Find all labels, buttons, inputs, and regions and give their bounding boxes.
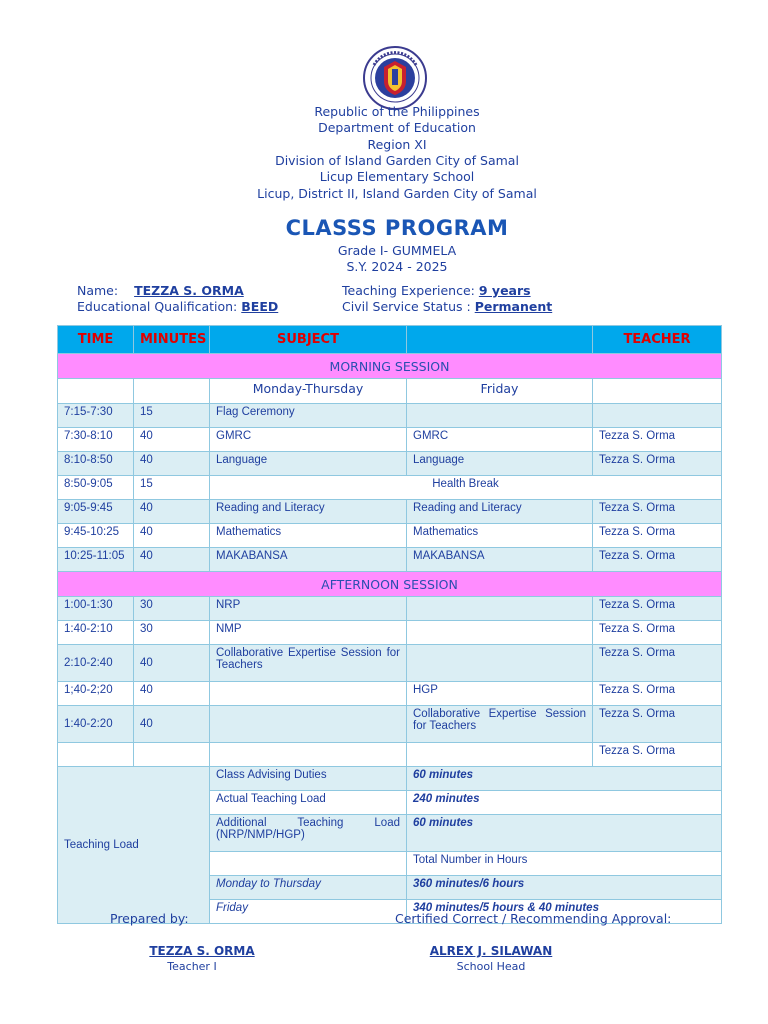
cell-time: [58, 743, 134, 767]
table-row: [58, 706, 722, 743]
grade-section: Grade I- GUMMELA: [337, 243, 457, 258]
cell-minutes: 40: [134, 500, 210, 524]
cell-time: 9:45-10:25: [58, 524, 134, 548]
cell-subject: Flag Ceremony: [210, 404, 407, 428]
afternoon-session-row: [58, 572, 722, 597]
load-key: Monday to Thursday: [210, 876, 407, 900]
cell-subject: Collaborative Expertise Session for Teachers: [210, 645, 407, 682]
cell-time: 1:40-2:20: [58, 706, 134, 743]
prepared-name: TEZZA S. ORMA: [149, 944, 255, 958]
cell-time: 8:50-9:05: [58, 476, 134, 500]
qualification-label: Educational Qualification:: [77, 299, 238, 314]
cell-subject: [210, 682, 407, 706]
cell-teacher: Tezza S. Orma: [593, 524, 722, 548]
cell-subject: Mathematics: [210, 524, 407, 548]
cell-teacher: Tezza S. Orma: [593, 500, 722, 524]
cell-friday: [407, 597, 593, 621]
experience-label: Teaching Experience:: [342, 283, 475, 298]
qualification-value: BEED: [241, 299, 279, 314]
cell-teacher: Tezza S. Orma: [593, 706, 722, 743]
table-row: [58, 682, 722, 706]
afternoon-session-label: AFTERNOON SESSION: [58, 572, 722, 597]
cell-teacher: Tezza S. Orma: [593, 621, 722, 645]
page-title: CLASSS PROGRAM: [285, 216, 509, 240]
cell-friday: [407, 621, 593, 645]
cell-subject: Reading and Literacy: [210, 500, 407, 524]
prepared-by-label: Prepared by:: [110, 911, 189, 926]
load-value: 360 minutes/6 hours: [407, 876, 722, 900]
cell-minutes: [134, 743, 210, 767]
table-row: [58, 597, 722, 621]
load-value: Total Number in Hours: [407, 852, 722, 876]
cell-friday: Reading and Literacy: [407, 500, 593, 524]
cell-subject: [210, 743, 407, 767]
civil-service-row: [342, 299, 552, 314]
cell-minutes: 15: [134, 476, 210, 500]
cell-friday: Mathematics: [407, 524, 593, 548]
civil-service-label: Civil Service Status :: [342, 299, 471, 314]
cell-subject: [210, 706, 407, 743]
civil-service-value: Permanent: [474, 299, 553, 314]
header-line-region: Region XI: [367, 137, 427, 152]
cell-friday: [407, 645, 593, 682]
cell-friday: Language: [407, 452, 593, 476]
cell-minutes: 15: [134, 404, 210, 428]
cell-teacher: Tezza S. Orma: [593, 452, 722, 476]
cell-minutes: 30: [134, 621, 210, 645]
table-row: [58, 428, 722, 452]
school-year: S.Y. 2024 - 2025: [346, 259, 448, 274]
cell-minutes: 40: [134, 428, 210, 452]
approval-role: School Head: [456, 960, 526, 973]
morning-session-label: MORNING SESSION: [58, 354, 722, 379]
cell-time: 1:00-1:30: [58, 597, 134, 621]
cell-teacher: [593, 404, 722, 428]
table-header-row: [58, 326, 722, 354]
approval-name: ALREX J. SILAWAN: [429, 944, 553, 958]
day-header-row: [58, 379, 722, 404]
day-mon-thu: Monday-Thursday: [210, 379, 407, 404]
table-row: [58, 645, 722, 682]
header-line-address: Licup, District II, Island Garden City of Samal: [257, 186, 537, 201]
experience-value: 9 years: [478, 283, 531, 298]
load-key: Additional Teaching Load (NRP/NMP/HGP): [210, 815, 407, 852]
header-line-republic: Republic of the Philippines: [314, 104, 480, 119]
table-row: [58, 524, 722, 548]
class-program-table: [57, 325, 722, 924]
cell-time: 7:30-8:10: [58, 428, 134, 452]
table-row: [58, 500, 722, 524]
approval-label: Certified Correct / Recommending Approval:: [395, 911, 672, 926]
cell-friday: [407, 743, 593, 767]
cell-friday: HGP: [407, 682, 593, 706]
cell-friday: GMRC: [407, 428, 593, 452]
cell-health-break: Health Break: [210, 476, 722, 500]
cell-teacher: Tezza S. Orma: [593, 645, 722, 682]
cell-time: 8:10-8:50: [58, 452, 134, 476]
header-blank: [407, 326, 593, 354]
cell-teacher: Tezza S. Orma: [593, 548, 722, 572]
name-value: TEZZA S. ORMA: [134, 283, 244, 298]
name-label: Name:: [77, 283, 119, 298]
load-value: 60 minutes: [407, 815, 722, 852]
day-blank-time: [58, 379, 134, 404]
name-row: [77, 283, 244, 298]
qualification-row: [77, 299, 278, 314]
cell-minutes: 40: [134, 682, 210, 706]
header-line-division: Division of Island Garden City of Samal: [275, 153, 519, 168]
load-key: Class Advising Duties: [210, 767, 407, 791]
day-blank-minutes: [134, 379, 210, 404]
prepared-role: Teacher I: [167, 960, 217, 973]
load-key: Friday: [210, 900, 407, 924]
cell-minutes: 40: [134, 524, 210, 548]
day-blank-teacher: [593, 379, 722, 404]
cell-minutes: 40: [134, 452, 210, 476]
header-line-school: Licup Elementary School: [319, 169, 475, 184]
cell-friday: MAKABANSA: [407, 548, 593, 572]
experience-row: [342, 283, 531, 298]
morning-session-row: [58, 354, 722, 379]
cell-friday: [407, 404, 593, 428]
header-minutes: MINUTES: [134, 326, 210, 354]
header-line-department: Department of Education: [318, 120, 476, 135]
load-value: 340 minutes/5 hours & 40 minutes: [407, 900, 722, 924]
cell-minutes: 40: [134, 548, 210, 572]
cell-minutes: 30: [134, 597, 210, 621]
load-row: [58, 767, 722, 791]
load-key: Actual Teaching Load: [210, 791, 407, 815]
table-row: [58, 476, 722, 500]
table-row: [58, 743, 722, 767]
header-time: TIME: [58, 326, 134, 354]
load-value: 60 minutes: [407, 767, 722, 791]
table-row: [58, 404, 722, 428]
cell-subject: NRP: [210, 597, 407, 621]
cell-subject: GMRC: [210, 428, 407, 452]
cell-subject: NMP: [210, 621, 407, 645]
cell-minutes: 40: [134, 706, 210, 743]
cell-time: 9:05-9:45: [58, 500, 134, 524]
table-row: [58, 452, 722, 476]
cell-subject: MAKABANSA: [210, 548, 407, 572]
teaching-load-label: Teaching Load: [58, 767, 210, 924]
cell-subject: Language: [210, 452, 407, 476]
cell-friday: Collaborative Expertise Session for Teachers: [407, 706, 593, 743]
cell-time: 10:25-11:05: [58, 548, 134, 572]
cell-minutes: 40: [134, 645, 210, 682]
cell-time: 1:40-2:10: [58, 621, 134, 645]
cell-time: 1;40-2;20: [58, 682, 134, 706]
cell-teacher: Tezza S. Orma: [593, 743, 722, 767]
header-teacher: TEACHER: [593, 326, 722, 354]
cell-time: 7:15-7:30: [58, 404, 134, 428]
day-friday: Friday: [407, 379, 593, 404]
header-subject: SUBJECT: [210, 326, 407, 354]
cell-teacher: Tezza S. Orma: [593, 428, 722, 452]
table-row: [58, 621, 722, 645]
load-value: 240 minutes: [407, 791, 722, 815]
load-key: [210, 852, 407, 876]
table-row: [58, 548, 722, 572]
cell-time: 2:10-2:40: [58, 645, 134, 682]
cell-teacher: Tezza S. Orma: [593, 597, 722, 621]
deped-seal-icon: [362, 45, 428, 111]
cell-teacher: Tezza S. Orma: [593, 682, 722, 706]
